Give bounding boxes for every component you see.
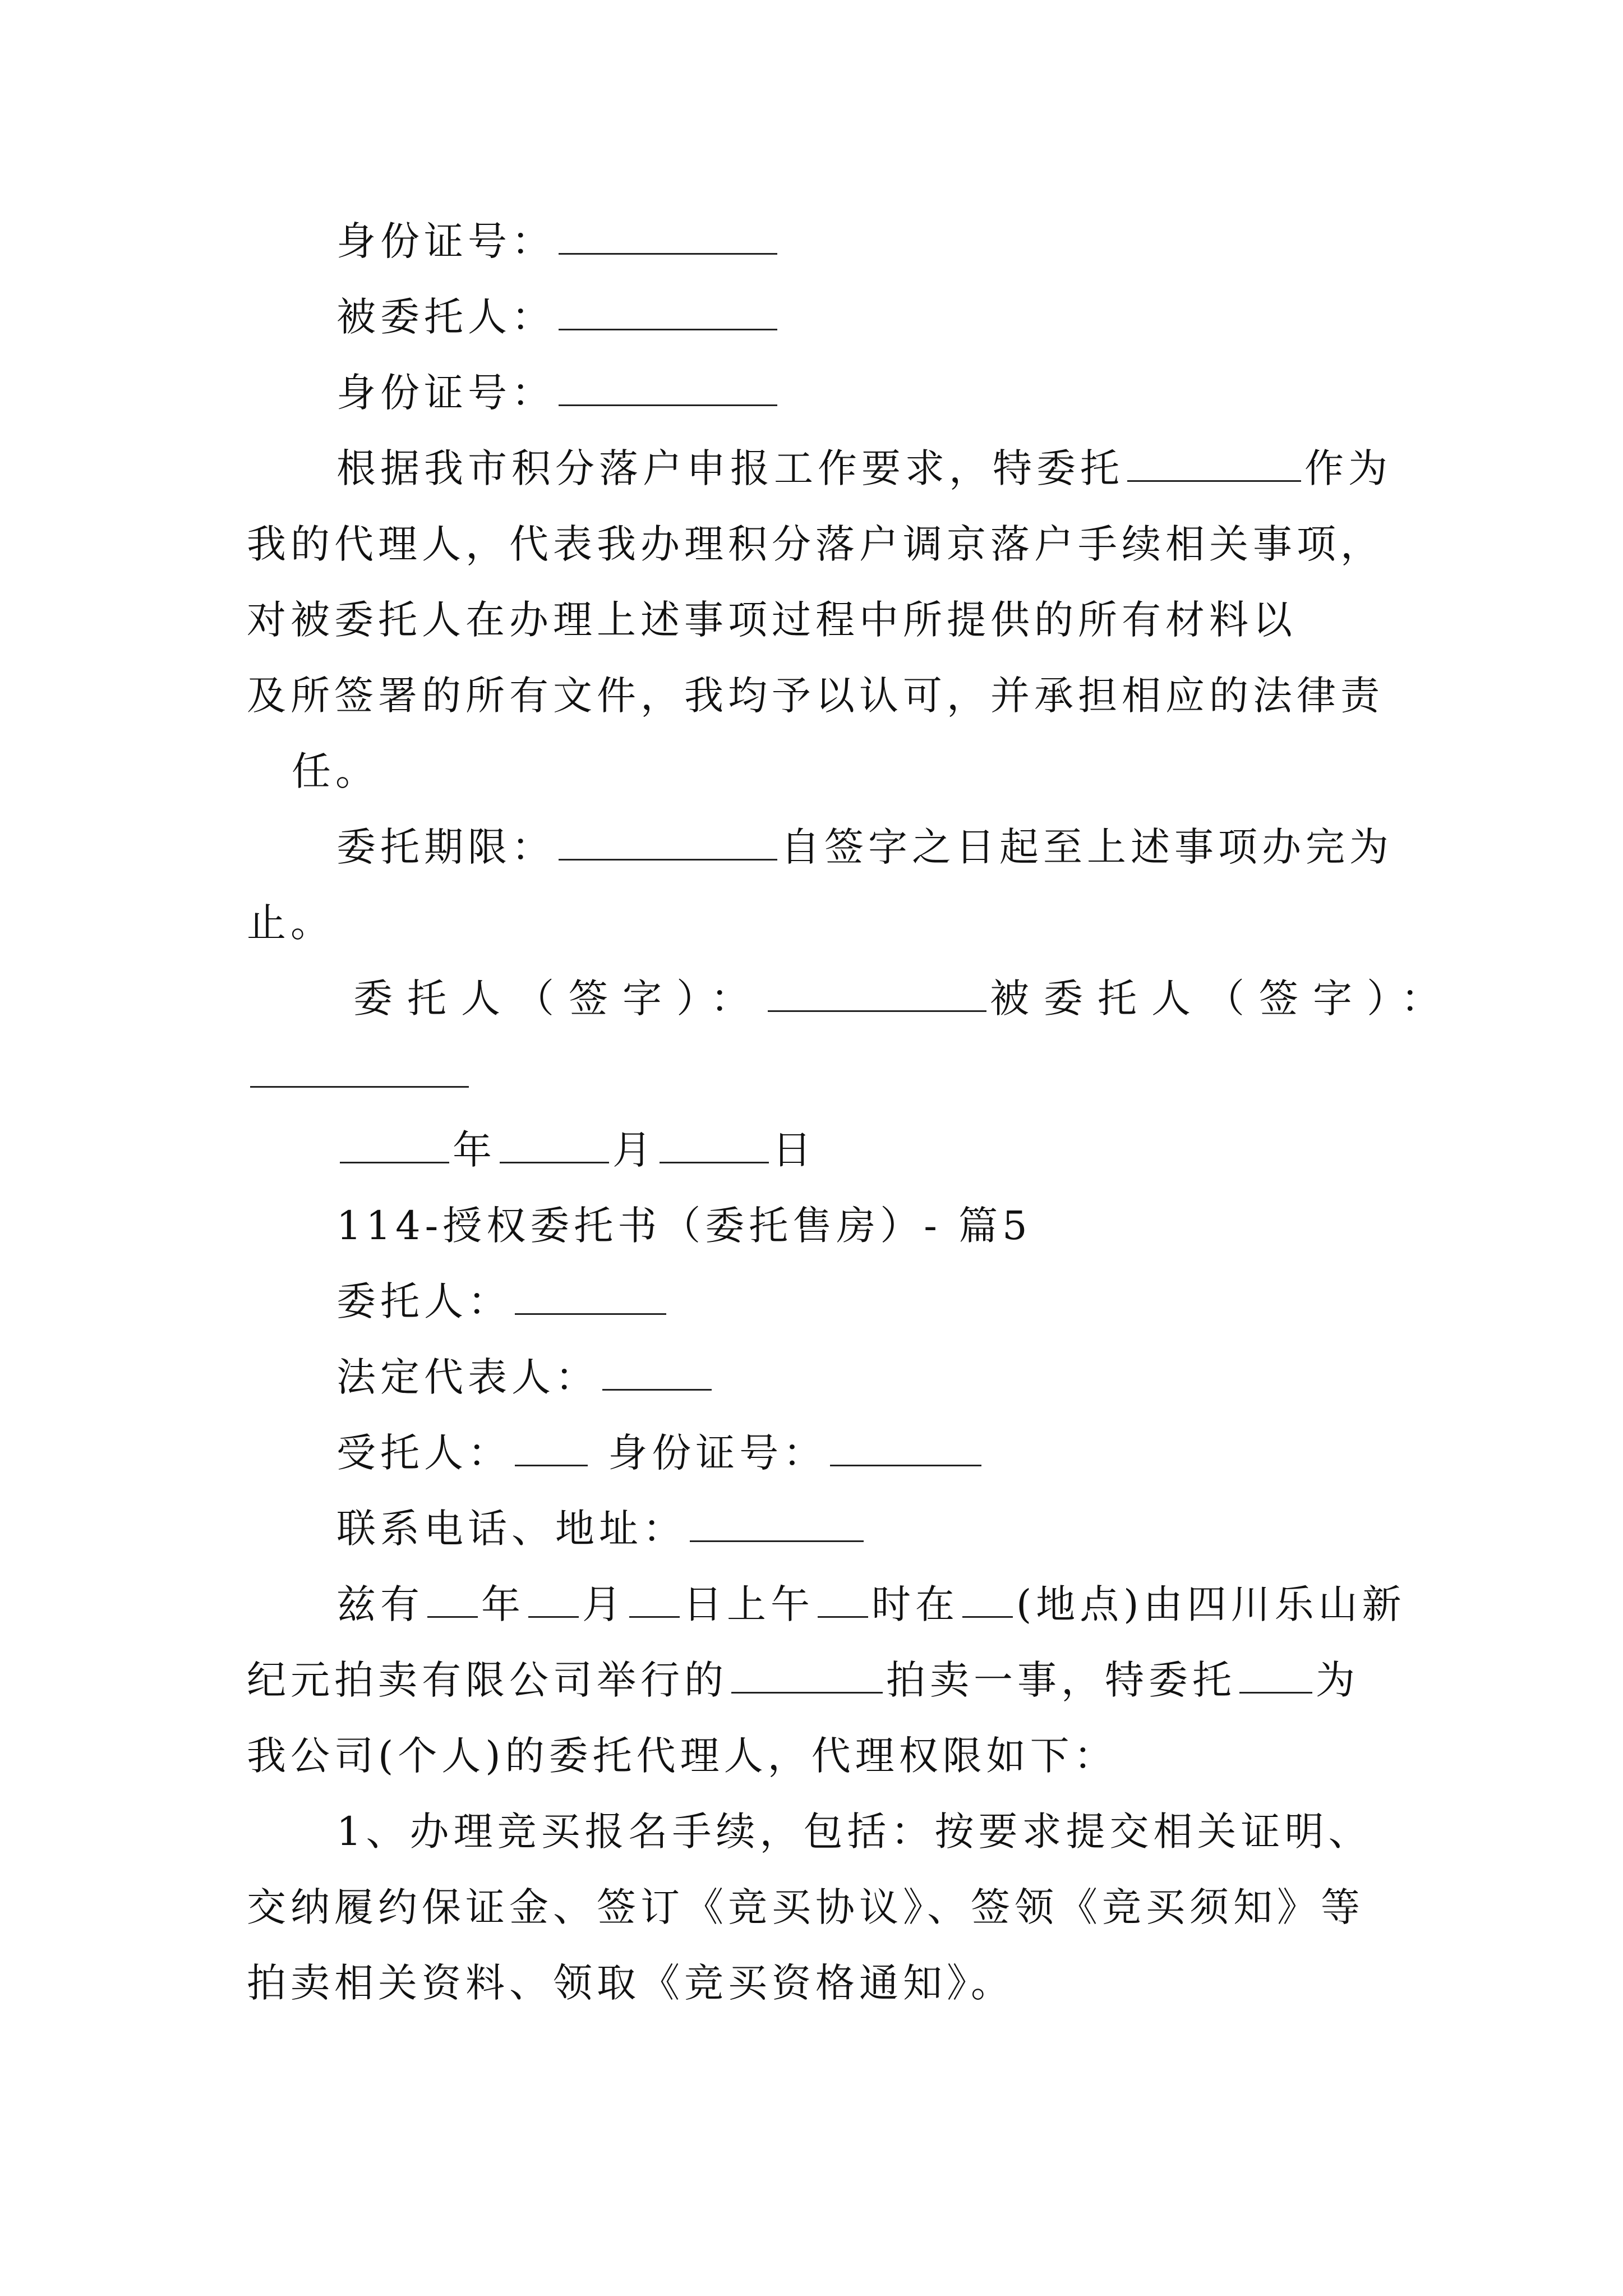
term-line bbox=[336, 819, 1393, 875]
paragraph-text: 作为 bbox=[1304, 445, 1392, 491]
blank-field bbox=[629, 1579, 680, 1618]
section-title: 114-授权委托书（委托售房）- 篇5 bbox=[336, 1203, 1032, 1249]
blank-field bbox=[427, 1579, 478, 1618]
blank-field bbox=[830, 1428, 981, 1466]
id-number-line-2 bbox=[336, 365, 781, 421]
date-day-label: 日 bbox=[772, 1127, 816, 1173]
blank-field bbox=[559, 367, 777, 406]
signature-line bbox=[353, 970, 1455, 1027]
term-text: 自签字之日起至上述事项办完为 bbox=[781, 824, 1393, 870]
contact-line bbox=[336, 1501, 867, 1557]
paragraph-1-line-5: 任。 bbox=[292, 748, 379, 794]
blank-field bbox=[768, 973, 986, 1012]
paragraph-3-line-2: 交纳履约保证金、签订《竞买协议》、签领《竞买须知》等 bbox=[247, 1884, 1364, 1930]
blank-field bbox=[559, 292, 777, 330]
blank-field bbox=[500, 1125, 609, 1163]
blank-field bbox=[660, 1125, 769, 1163]
blank-field bbox=[731, 1655, 883, 1694]
blank-field bbox=[1239, 1655, 1312, 1694]
agent-label: 受托人： bbox=[336, 1430, 511, 1476]
paragraph-3-line-1: 1、办理竞买报名手续，包括：按要求提交相关证明、 bbox=[336, 1809, 1372, 1855]
paragraph-2-line-3: 我公司(个人)的委托代理人，代理权限如下： bbox=[247, 1733, 1118, 1779]
trustee-line bbox=[336, 289, 781, 345]
agent-line bbox=[336, 1425, 985, 1481]
term-label: 委托期限： bbox=[336, 824, 555, 870]
signature-blank-line bbox=[247, 1046, 472, 1102]
paragraph-text: 纪元拍卖有限公司举行的 bbox=[247, 1657, 728, 1703]
trustee-signature-label: 被委托人（签字）： bbox=[990, 976, 1455, 1022]
agent-id-label: 身份证号： bbox=[608, 1430, 827, 1476]
id-number-label: 身份证号： bbox=[336, 370, 555, 416]
blank-field bbox=[250, 1049, 469, 1088]
paragraph-text: 拍卖一事，特委托 bbox=[886, 1657, 1236, 1703]
paragraph-text: 时在 bbox=[872, 1581, 959, 1627]
id-number-label: 身份证号： bbox=[336, 218, 555, 264]
term-line-2: 止。 bbox=[247, 900, 334, 946]
paragraph-text: 根据我市积分落户申报工作要求，特委托 bbox=[336, 445, 1124, 491]
paragraph-2-line-1 bbox=[336, 1576, 1406, 1632]
paragraph-1-line-1 bbox=[336, 440, 1392, 496]
paragraph-text: (地点)由四川乐山新 bbox=[1016, 1581, 1406, 1627]
paragraph-2-line-2 bbox=[247, 1652, 1359, 1708]
paragraph-text: 日上午 bbox=[683, 1581, 814, 1627]
principal-line bbox=[336, 1273, 670, 1329]
legal-rep-line bbox=[336, 1349, 715, 1405]
paragraph-1-line-3: 对被委托人在办理上述事项过程中所提供的所有材料以 bbox=[247, 597, 1297, 643]
blank-field bbox=[515, 1276, 666, 1315]
date-month-label: 月 bbox=[612, 1127, 656, 1173]
blank-field bbox=[559, 822, 777, 861]
date-line bbox=[336, 1122, 816, 1178]
blank-field bbox=[528, 1579, 579, 1618]
blank-field bbox=[690, 1503, 864, 1542]
principal-signature-label: 委托人（签字）： bbox=[353, 976, 764, 1022]
blank-field bbox=[1127, 443, 1301, 482]
paragraph-3-line-3: 拍卖相关资料、领取《竞买资格通知》。 bbox=[247, 1960, 1015, 2006]
paragraph-1-line-4: 及所签署的所有文件，我均予以认可，并承担相应的法律责 bbox=[247, 673, 1384, 719]
trustee-label: 被委托人： bbox=[336, 294, 555, 340]
date-year-label: 年 bbox=[453, 1127, 496, 1173]
blank-field bbox=[340, 1125, 449, 1163]
blank-field bbox=[515, 1428, 588, 1466]
blank-field bbox=[962, 1579, 1013, 1618]
paragraph-text: 为 bbox=[1316, 1657, 1359, 1703]
principal-label: 委托人： bbox=[336, 1278, 511, 1324]
legal-rep-label: 法定代表人： bbox=[336, 1354, 599, 1400]
paragraph-text: 年 bbox=[481, 1581, 525, 1627]
blank-field bbox=[602, 1352, 712, 1391]
contact-label: 联系电话、地址： bbox=[336, 1506, 686, 1552]
blank-field bbox=[818, 1579, 868, 1618]
blank-field bbox=[559, 216, 777, 255]
paragraph-1-line-2: 我的代理人，代表我办理积分落户调京落户手续相关事项， bbox=[247, 521, 1384, 567]
paragraph-text: 兹有 bbox=[336, 1581, 424, 1627]
paragraph-text: 月 bbox=[582, 1581, 626, 1627]
id-number-line-1 bbox=[336, 213, 781, 269]
